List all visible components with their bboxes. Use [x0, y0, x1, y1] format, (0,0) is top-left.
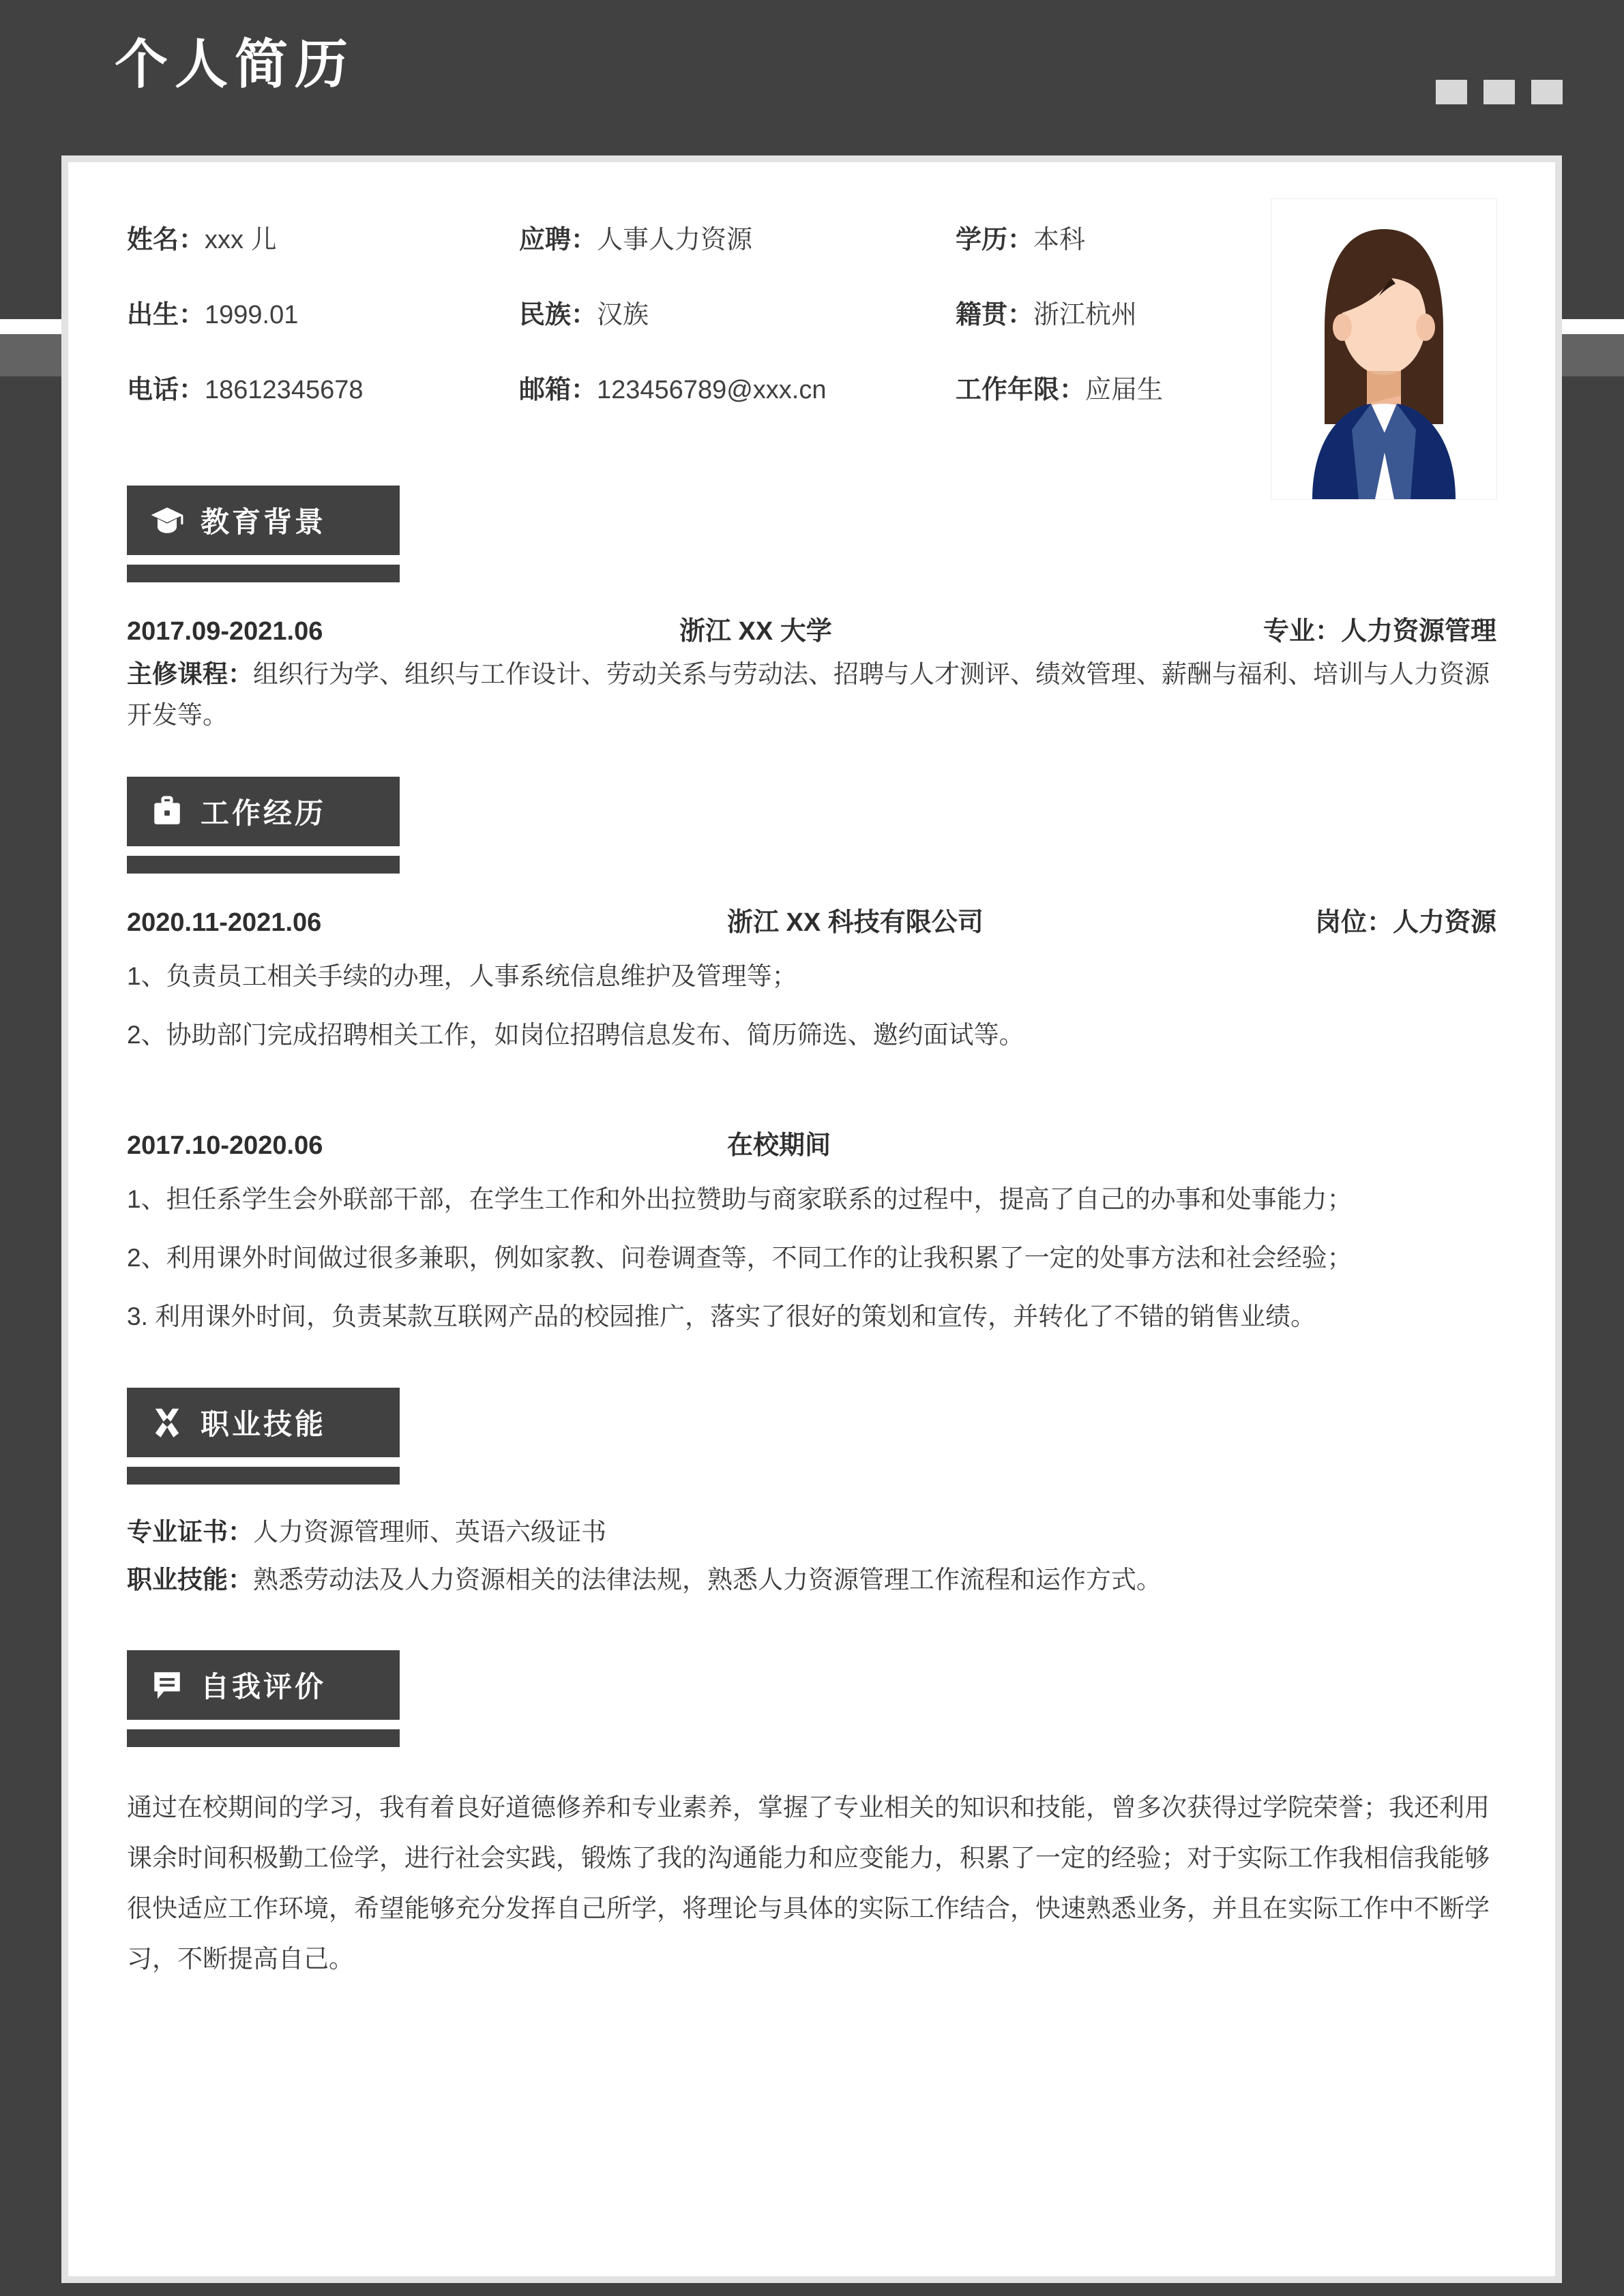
section-skills-header: [127, 1388, 400, 1485]
section-skills-rule: [127, 1467, 400, 1485]
section-skills-badge: [127, 1388, 400, 1457]
section-education: [127, 486, 1496, 736]
work-entry-row: [127, 1124, 1496, 1161]
personal-info-block: [127, 203, 1496, 476]
work-company: 在校期间: [727, 1131, 831, 1160]
work-bullet: 1、担任系学生会外联部干部，在学生工作和外出拉赞助与商家联系的过程中，提高了自己的办事和处事能力；: [127, 1184, 1353, 1213]
info-value-name: xxx 儿: [205, 226, 277, 255]
education-courses: [127, 654, 1496, 736]
section-education-badge: [127, 486, 400, 555]
work-company: 浙江 XX 科技有限公司: [727, 908, 984, 937]
work-bullet: 3. 利用课外时间，负责某款互联网产品的校园推广，落实了很好的策划和宣传，并转化了不错的销售业绩。: [127, 1302, 1316, 1330]
skills-abilities-label: 职业技能：: [127, 1565, 253, 1594]
section-self-evaluation: [127, 1650, 1496, 1984]
self-evaluation-paragraph: 通过在校期间的学习，我有着良好道德修养和专业素养，掌握了专业相关的知识和技能，曾多次获得过学院荣誉；我还利用课余时间积极勤工俭学，进行社会实践，锻炼了我的沟通能力和应变能力，积累了一定的经验；对于实际工作我相信我能够很快适应工作环境，希望能够充分发挥自己所学，将理论与具体的实际工作结合，快速熟悉业务，并且在实际工作中不断学习，不断提高自己。: [127, 1793, 1490, 1973]
section-education-rule: [127, 565, 400, 582]
education-courses-label: 主修课程：: [127, 660, 253, 688]
info-value-hometown: 浙江杭州: [1033, 301, 1138, 330]
resume-card: [61, 155, 1562, 2283]
education-major: 专业：人力资源管理: [1263, 617, 1496, 646]
info-label-phone: 电话：: [127, 376, 205, 405]
info-label-experience-years: 工作年限：: [956, 376, 1086, 405]
section-self-evaluation-rule: [127, 1729, 400, 1747]
info-item-experience-years: [956, 375, 1310, 406]
profile-photo: [1271, 199, 1496, 499]
work-bullet: 2、协助部门完成招聘相关工作，如岗位招聘信息发布、简历筛选、邀约面试等。: [127, 1020, 1024, 1049]
section-work-rule: [127, 856, 400, 874]
skills-certificates-label: 专业证书：: [127, 1517, 253, 1546]
education-date: 2017.09-2021.06: [127, 617, 323, 646]
section-skills: [127, 1388, 1496, 1600]
info-item-email: [519, 375, 956, 406]
skills-abilities-value: 熟悉劳动法及人力资源相关的法律法规，熟悉人力资源管理工作流程和运作方式。: [253, 1565, 1162, 1594]
section-skills-title: 职业技能: [201, 1407, 327, 1440]
skills-certificates-line: [127, 1512, 1496, 1553]
section-self-evaluation-badge: [127, 1650, 400, 1720]
work-date: 2017.10-2020.06: [127, 1131, 323, 1160]
section-work-title: 工作经历: [201, 796, 327, 829]
info-value-birth: 1999.01: [205, 301, 299, 330]
section-self-evaluation-header: [127, 1650, 400, 1747]
graduation-cap-icon: [150, 503, 184, 537]
info-label-position: 应聘：: [519, 226, 597, 255]
info-item-education-level: [956, 225, 1310, 256]
info-value-ethnicity: 汉族: [597, 301, 649, 330]
work-position: 岗位：人力资源: [1314, 908, 1496, 937]
work-bullet: 1、负责员工相关手续的办理，人事系统信息维护及管理等；: [127, 961, 797, 990]
header-decoration-squares: [1436, 80, 1563, 104]
section-education-header: [127, 486, 400, 582]
work-bullet: 2、利用课外时间做过很多兼职，例如家教、问卷调查等，不同工作的让我积累了一定的处事方法和社会经验；: [127, 1243, 1353, 1272]
header-square-2: [1483, 80, 1515, 104]
info-item-name: [127, 225, 519, 256]
section-work-badge: [127, 777, 400, 846]
page-header: [0, 0, 1624, 155]
info-item-birth: [127, 300, 519, 331]
section-self-evaluation-title: 自我评价: [201, 1671, 327, 1703]
education-courses-text: 组织行为学、组织与工作设计、劳动关系与劳动法、招聘与人才测评、绩效管理、薪酬与福利、培训与人力资源开发等。: [127, 660, 1490, 729]
profile-photo-illustration: [1271, 199, 1496, 499]
education-school: 浙江 XX 大学: [679, 617, 832, 646]
section-education-title: 教育背景: [201, 506, 327, 538]
info-value-phone: 18612345678: [205, 376, 364, 405]
info-label-education-level: 学历：: [956, 226, 1034, 255]
header-square-1: [1436, 80, 1467, 104]
skills-certificates-value: 人力资源管理师、英语六级证书: [253, 1517, 606, 1546]
section-work: [127, 777, 1496, 1337]
page-title: 个人简历: [115, 34, 355, 94]
info-item-hometown: [956, 300, 1310, 331]
info-value-email: 123456789@xxx.cn: [597, 376, 827, 405]
info-item-ethnicity: [519, 300, 956, 331]
skills-abilities-line: [127, 1560, 1496, 1600]
info-label-name: 姓名：: [127, 226, 205, 255]
tools-icon: [150, 1405, 184, 1440]
info-item-phone: [127, 375, 519, 406]
info-label-hometown: 籍贯：: [956, 301, 1034, 330]
info-label-ethnicity: 民族：: [519, 301, 597, 330]
education-entry-row: [127, 610, 1496, 647]
info-label-email: 邮箱：: [519, 376, 597, 405]
work-date: 2020.11-2021.06: [127, 908, 322, 937]
info-item-position: [519, 225, 956, 256]
info-value-position: 人事人力资源: [597, 226, 753, 255]
section-work-header: [127, 777, 400, 874]
info-value-education-level: 本科: [1033, 226, 1086, 255]
info-label-birth: 出生：: [127, 301, 205, 330]
info-value-experience-years: 应届生: [1085, 376, 1164, 405]
header-square-3: [1531, 80, 1563, 104]
work-entry-row: [127, 901, 1496, 938]
comment-icon: [150, 1668, 184, 1702]
briefcase-icon: [150, 794, 184, 829]
